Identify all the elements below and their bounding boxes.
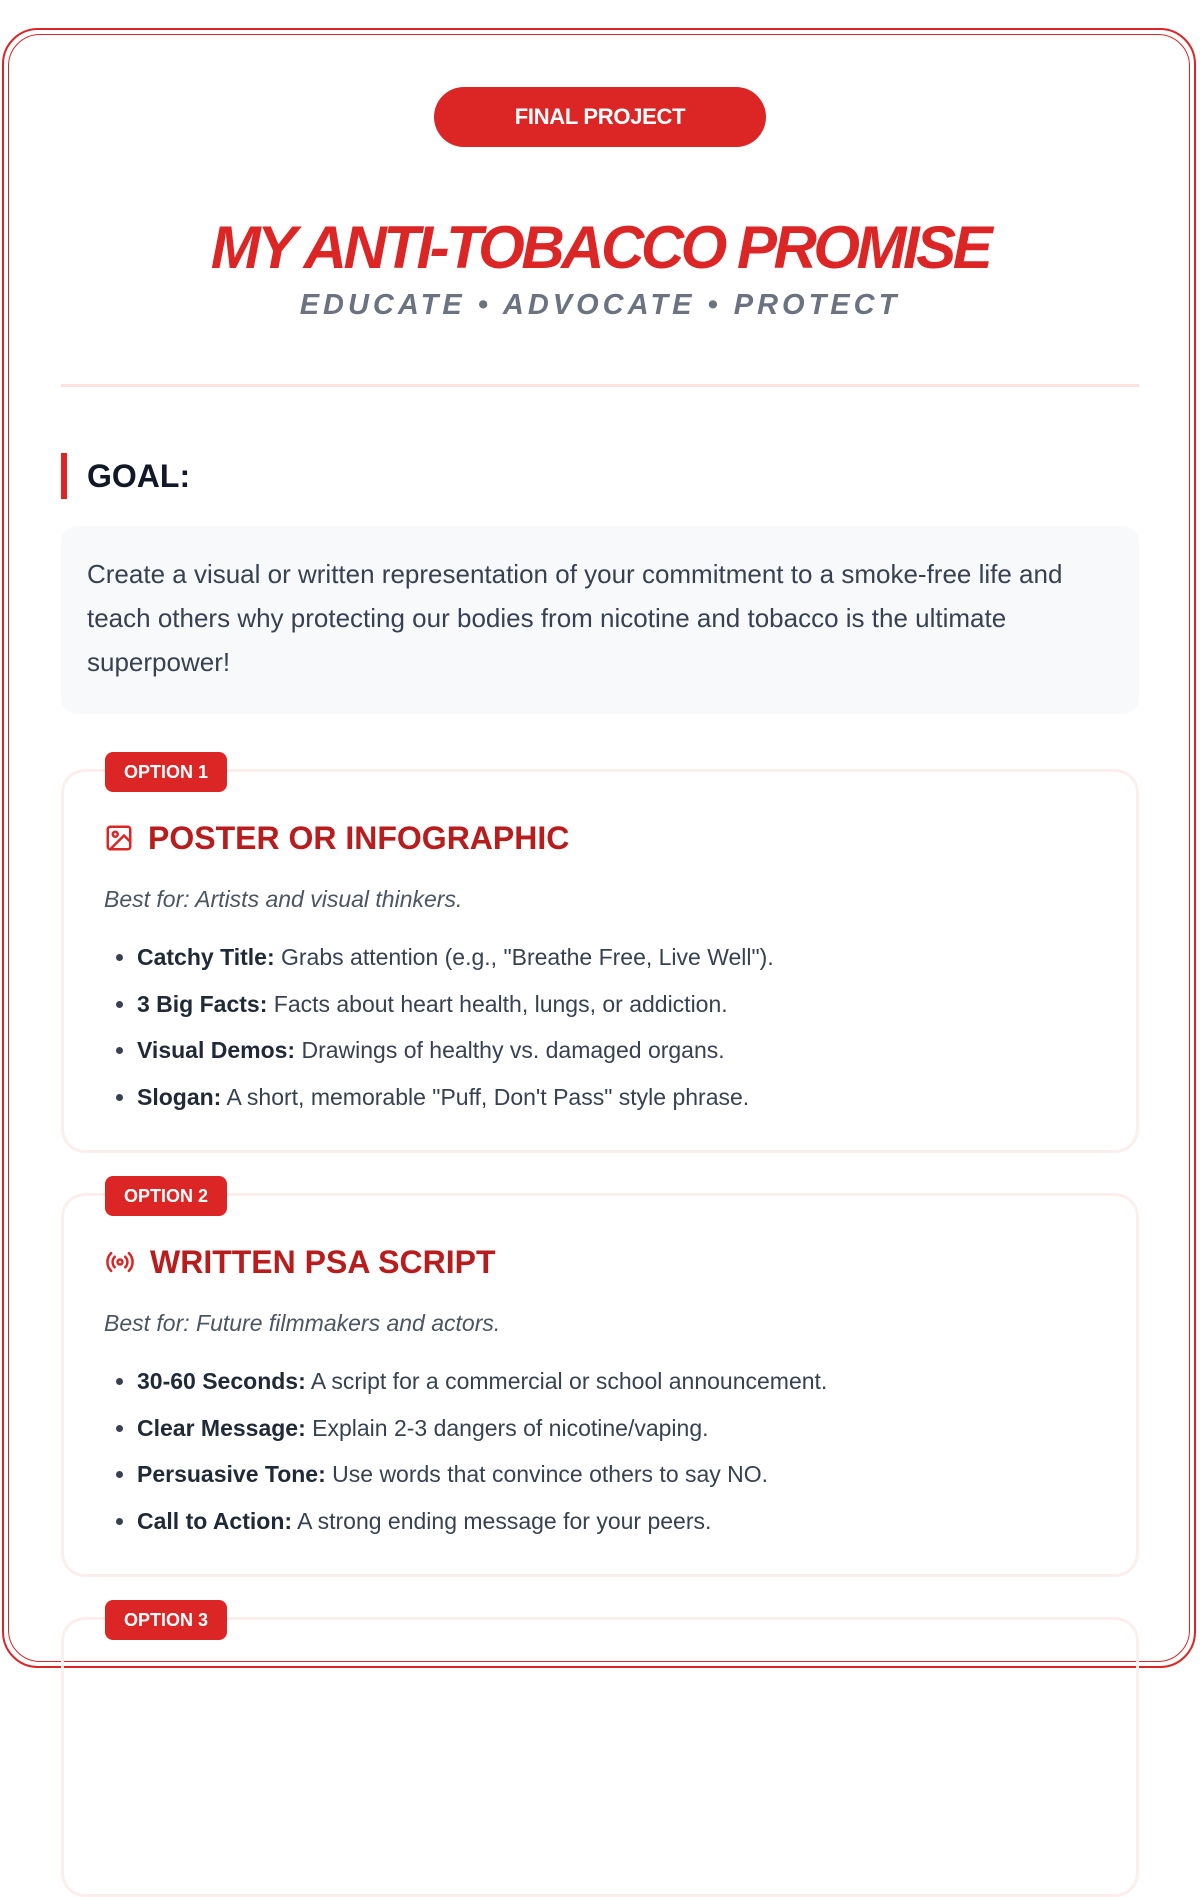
list-item-label: 30-60 Seconds: <box>137 1368 306 1394</box>
list-item <box>137 1027 1096 1074</box>
list-item-text: Drawings of healthy vs. damaged organs. <box>295 1037 725 1063</box>
list-item-label: Catchy Title: <box>137 944 275 970</box>
option-card-3 <box>61 1610 1139 1897</box>
list-item-label: Slogan: <box>137 1083 222 1110</box>
header-divider <box>61 384 1139 387</box>
list-item-label: Visual Demos: <box>137 1037 296 1063</box>
list-item-text: A short, memorable "Puff, Don't Pass" style phrase. <box>221 1083 750 1110</box>
option-list <box>104 934 1096 1120</box>
image-icon <box>104 823 134 853</box>
option-card-2 <box>61 1186 1139 1577</box>
goal-heading: GOAL: <box>61 453 1139 499</box>
header-badge-wrap <box>61 87 1139 189</box>
goal-text: Create a visual or written representation of your commitment to a smoke-free life and teach others why protecting our bodies from nicotine and tobacco is the ultimate superpower! <box>61 526 1139 714</box>
page-subtitle: EDUCATE • ADVOCATE • PROTECT <box>299 289 901 321</box>
list-item <box>137 1498 1096 1545</box>
option-title <box>104 1240 1096 1284</box>
list-item-label: Persuasive Tone: <box>137 1461 326 1487</box>
list-item-text: A script for a commercial or school announcement. <box>305 1368 828 1394</box>
list-item-label: Call to Action: <box>137 1507 293 1534</box>
list-item-text: A strong ending message for your peers. <box>292 1507 712 1534</box>
list-item-text: Use words that convince others to say NO. <box>325 1461 769 1487</box>
option-title <box>104 816 1096 860</box>
list-item <box>137 1451 1096 1498</box>
list-item <box>137 1074 1096 1121</box>
option-title-text: POSTER OR INFOGRAPHIC <box>148 819 570 856</box>
header-badge: FINAL PROJECT CHOICE BOARD <box>434 87 766 147</box>
page-content <box>61 28 1139 1897</box>
option-list <box>104 1358 1096 1544</box>
option-badge: OPTION 2 <box>105 1176 227 1216</box>
list-item <box>137 1358 1096 1405</box>
list-item-text: Facts about heart health, lungs, or addiction. <box>267 990 728 1017</box>
list-item-text: Grabs attention (e.g., "Breathe Free, Live Well"). <box>274 944 774 970</box>
list-item <box>137 1405 1096 1452</box>
option-best-for: Best for: Future filmmakers and actors. <box>104 1310 501 1336</box>
page-title: MY ANTI-TOBACCO PROMISE <box>210 214 990 281</box>
option-best-for: Best for: Artists and visual thinkers. <box>104 886 463 912</box>
option-badge: OPTION 3 <box>105 1600 227 1640</box>
option-badge: OPTION 1 <box>105 752 227 792</box>
option-title-text: WRITTEN PSA SCRIPT <box>150 1243 496 1280</box>
list-item-text: Explain 2-3 dangers of nicotine/vaping. <box>305 1414 709 1441</box>
list-item-label: 3 Big Facts: <box>137 990 268 1017</box>
broadcast-icon <box>104 1247 136 1277</box>
option-card-1 <box>61 762 1139 1153</box>
list-item <box>137 981 1096 1028</box>
list-item-label: Clear Message: <box>137 1414 306 1441</box>
list-item <box>137 934 1096 981</box>
